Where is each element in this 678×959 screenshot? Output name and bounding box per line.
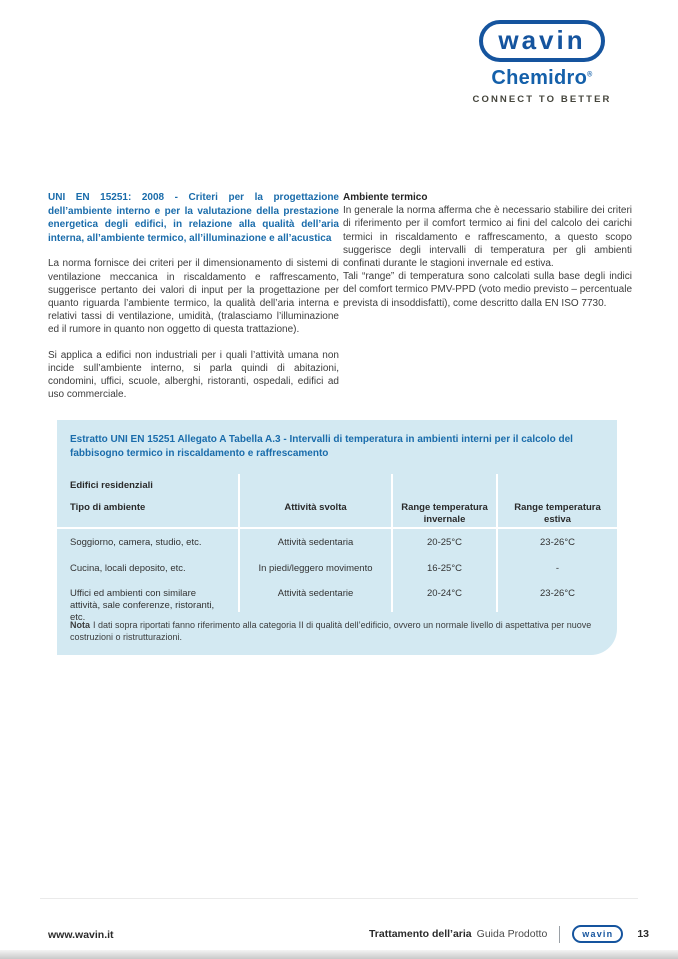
brand-tagline: CONNECT TO BETTER <box>472 94 612 105</box>
table-section-spacer <box>393 474 498 497</box>
table-cell-attivita: Attività sedentarie <box>240 582 393 612</box>
wavin-logo <box>479 20 604 62</box>
table-cell-invernale: 16-25°C <box>393 555 498 582</box>
table-note <box>57 612 617 655</box>
column-header-tipo-ambiente: Tipo di ambiente <box>57 497 240 529</box>
temperature-table <box>57 474 617 623</box>
footer-document-type: Guida Prodotto <box>476 928 548 940</box>
footer-website-link[interactable]: www.wavin.it <box>48 929 114 941</box>
right-paragraph-1: In generale la norma afferma che è necessario stabilire dei criteri di riferimento per il comfort termico ai fini del calcolo dei carichi termici in riscaldamento e raffrescamento, a questo scopo suggerisce degli intervalli di temperatura per gli ambienti confinati durante le stagioni invernale ed estiva. <box>343 205 632 270</box>
column-header-range-estiva: Range temperatura estiva <box>498 497 617 529</box>
table-cell-invernale: 20-25°C <box>393 529 498 555</box>
table-section-spacer <box>498 474 617 497</box>
chemidro-logo <box>466 67 618 90</box>
temperature-table-box <box>57 420 617 655</box>
left-paragraph-2: Si applica a edifici non industriali per i quali l’attività umana non incide sull’ambiente interno, si parla quindi di abitazioni, condomini, uffici, scuole, alberghi, ristoranti, ospedali, edifici ad uso commerciale. <box>48 349 339 401</box>
wavin-logo-text: wavin <box>498 25 586 55</box>
table-cell-attivita: In piedi/leggero movimento <box>240 555 393 582</box>
footer-vertical-divider <box>559 926 560 943</box>
footer-section-title: Trattamento dell’aria <box>368 928 472 940</box>
left-column <box>48 191 339 401</box>
table-section-spacer <box>240 474 393 497</box>
table-cell-attivita: Attività sedentaria <box>240 529 393 555</box>
table-cell-estiva: 23-26°C <box>540 588 575 599</box>
registered-mark: ® <box>587 71 593 79</box>
table-cell-estiva: 23-26°C <box>540 537 575 548</box>
right-paragraph-2: Tali “range” di temperatura sono calcolati sulla base degli indici del comfort termico PMV-PPD (voto medio previsto – percentuale prevista di insoddisfatti), come descritto dalla EN ISO 7730. <box>343 271 633 309</box>
page-number: 13 <box>637 928 649 940</box>
footer-right-group <box>369 925 649 943</box>
left-paragraph-1: La norma fornisce dei criteri per il dimensionamento di sistemi di ventilazione meccanica in riscaldamento e raffrescamento, suggerisce pertanto dei valori di input per la progettazione per quanto riguarda l’ambiente termico, la qualità dell’aria interna e relativi tassi di ventilazione, umidità, (tralasciamo l’illuminazione ed il rumore in quanto non oggetto di questa trattazione). <box>48 258 339 336</box>
table-cell-ambiente: Uffici ed ambienti con similare attività, sale conferenze, ristoranti, etc. <box>57 582 240 612</box>
standard-heading: UNI EN 15251: 2008 - Criteri per la progettazione dell’ambiente interno e per la valutazione della prestazione energetica degli edifici, in relazione alla qualità dell’aria interna, all’ambiente termico, all’illuminazione e all’acustica <box>48 192 339 244</box>
section-heading-ambiente-termico: Ambiente termico <box>343 192 428 203</box>
table-cell-invernale: 20-24°C <box>393 582 498 612</box>
footer-wavin-logo: wavin <box>572 925 623 943</box>
table-note-text: I dati sopra riportati fanno riferimento alla categoria II di qualità dell’edificio, ovvero un normale livello di aspettativa per nuove costruzioni o ristrutturazioni. <box>70 620 592 642</box>
footer-divider-rule <box>40 898 638 899</box>
table-cell-ambiente: Cucina, locali deposito, etc. <box>57 555 240 582</box>
page-edge-strip <box>0 950 678 959</box>
brand-block <box>466 20 618 105</box>
table-cell-estiva: - <box>555 563 560 574</box>
right-column <box>343 191 632 310</box>
table-cell-ambiente: Soggiorno, camera, studio, etc. <box>57 529 240 555</box>
table-title: Estratto UNI EN 15251 Allegato A Tabella A.3 - Intervalli di temperatura in ambienti interni per il calcolo del fabbisogno termico in riscaldamento e raffrescamento <box>70 434 573 459</box>
table-note-label: Nota <box>70 620 90 630</box>
column-header-attivita-svolta: Attività svolta <box>240 497 393 529</box>
table-section-label: Edifici residenziali <box>57 474 240 497</box>
column-header-range-invernale: Range temperatura invernale <box>393 497 498 529</box>
chemidro-logo-text: Chemidro <box>491 67 588 89</box>
